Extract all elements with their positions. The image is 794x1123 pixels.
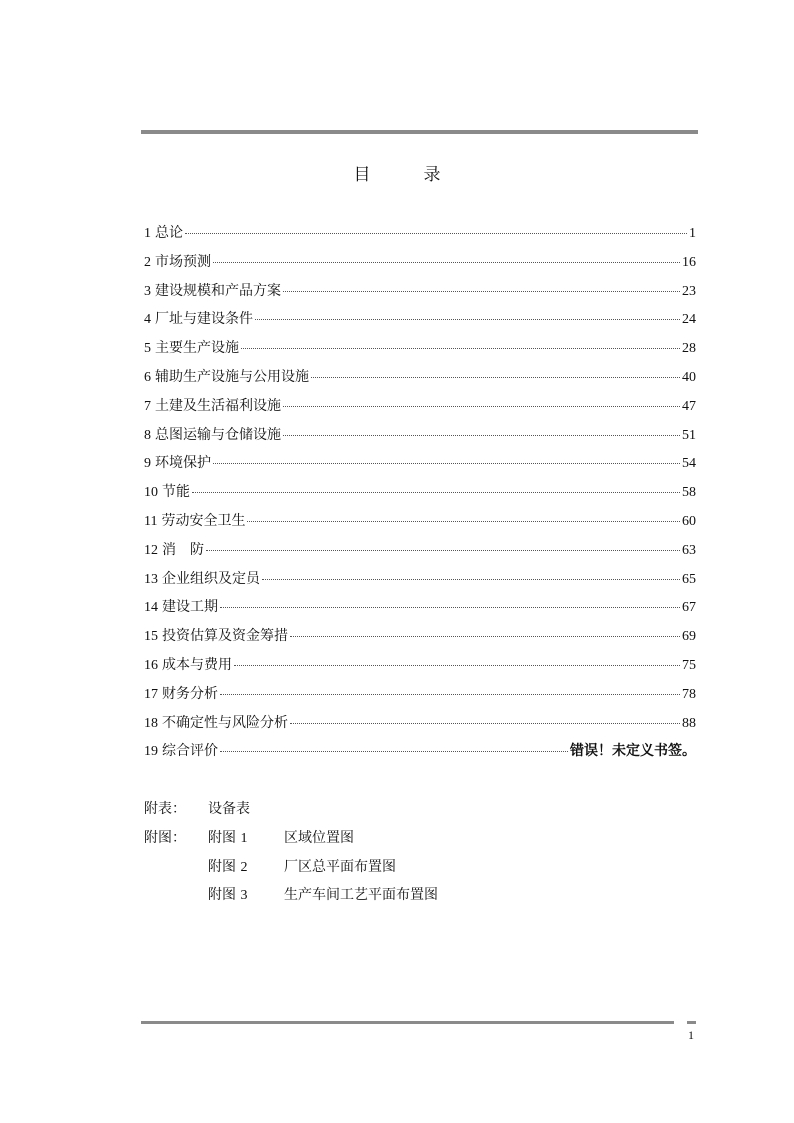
toc-entry-page: 54 — [682, 456, 696, 472]
toc-entry-label: 成本与费用 — [162, 656, 232, 673]
toc-entry-number: 9 — [144, 456, 151, 472]
toc-entry-14[interactable] — [144, 596, 696, 625]
toc-entry-page: 28 — [682, 341, 696, 357]
toc-entry-number: 2 — [144, 254, 151, 270]
appendix-figure-number: 2 — [240, 859, 248, 875]
toc-dot-leader — [255, 319, 680, 320]
appendix-figure-name: 区域位置图 — [284, 829, 354, 846]
toc-entry-11[interactable] — [144, 510, 696, 539]
toc-entry-label: 财务分析 — [162, 685, 218, 702]
toc-entry-label: 辅助生产设施与公用设施 — [155, 368, 309, 385]
appendix-figure-prefix: 附图 — [208, 858, 236, 875]
appendix-figure-name: 生产车间工艺平面布置图 — [284, 887, 438, 904]
toc-entry-page: 65 — [682, 571, 696, 587]
toc-entry-3[interactable] — [144, 280, 696, 309]
toc-entry-number: 8 — [144, 427, 151, 443]
toc-entry-number: 13 — [144, 571, 158, 587]
appendix-table-row — [144, 798, 438, 827]
toc-entry-number: 18 — [144, 715, 158, 731]
toc-entry-label: 节能 — [162, 484, 190, 501]
footer-rule — [141, 1021, 674, 1024]
appendix-figure-code — [208, 827, 284, 847]
toc-entry-label: 总图运输与仓储设施 — [155, 426, 281, 443]
toc-entry-label: 企业组织及定员 — [162, 570, 260, 587]
toc-entry-number: 11 — [144, 513, 158, 529]
toc-entry-7[interactable] — [144, 395, 696, 424]
toc-entry-label: 总论 — [155, 225, 183, 241]
toc-entry-19[interactable] — [144, 740, 696, 769]
toc-entry-page: 58 — [682, 485, 696, 501]
toc-dot-leader — [220, 694, 680, 695]
appendix-figure-row-1 — [144, 827, 438, 856]
toc-entry-label: 不确定性与风险分析 — [162, 714, 288, 731]
toc-dot-leader — [213, 463, 680, 464]
appendix-figure-prefix: 附图 — [208, 887, 236, 904]
toc-entry-page: 1 — [689, 226, 696, 241]
toc-entry-page: 69 — [682, 629, 696, 645]
toc-dot-leader — [262, 579, 680, 580]
toc-entry-number: 6 — [144, 369, 151, 385]
toc-entry-page: 16 — [682, 254, 696, 270]
toc-entry-18[interactable] — [144, 712, 696, 741]
toc-entry-number: 17 — [144, 686, 158, 702]
toc-dot-leader — [241, 348, 680, 349]
toc-bookmark-error: 错误！未定义书签。 — [570, 743, 696, 760]
toc-entry-15[interactable] — [144, 625, 696, 654]
toc-entry-page: 24 — [682, 312, 696, 328]
toc-entry-page: 75 — [682, 657, 696, 673]
toc-dot-leader — [192, 492, 680, 493]
toc-entry-number: 7 — [144, 398, 151, 414]
appendix-figure-code — [208, 856, 284, 876]
toc-entry-page: 23 — [682, 283, 696, 299]
toc-dot-leader — [283, 406, 680, 407]
appendix-figure-lead: 附图： — [144, 829, 186, 846]
appendix-table-lead: 附表： — [144, 801, 186, 817]
toc-entry-page: 88 — [682, 715, 696, 731]
toc-dot-leader — [213, 262, 680, 263]
appendix-figure-number: 1 — [240, 830, 248, 846]
appendix-figure-number: 3 — [240, 888, 248, 904]
toc-entry-number: 15 — [144, 629, 158, 645]
toc-entry-number: 19 — [144, 744, 158, 760]
toc-dot-leader — [220, 751, 568, 752]
footer-rule-tick — [687, 1021, 696, 1024]
toc-entry-label: 主要生产设施 — [155, 340, 239, 357]
toc-entry-number: 1 — [144, 226, 151, 241]
toc-entry-number: 12 — [144, 542, 158, 558]
toc-entry-12[interactable] — [144, 539, 696, 568]
toc-entry-9[interactable] — [144, 452, 696, 481]
toc-entry-label: 市场预测 — [155, 253, 211, 270]
toc-entry-number: 14 — [144, 600, 158, 616]
toc-entry-label: 投资估算及资金筹措 — [162, 628, 288, 645]
toc-entry-4[interactable] — [144, 308, 696, 337]
appendix-figure-prefix: 附图 — [208, 829, 236, 846]
toc-entry-8[interactable] — [144, 424, 696, 453]
toc-dot-leader — [283, 291, 680, 292]
toc-entry-number: 10 — [144, 485, 158, 501]
appendix-table-name: 设备表 — [208, 801, 250, 817]
toc-dot-leader — [247, 521, 680, 522]
page-number: 1 — [688, 1028, 694, 1042]
toc-entry-13[interactable] — [144, 568, 696, 597]
toc-entry-number: 4 — [144, 312, 151, 328]
toc-entry-5[interactable] — [144, 337, 696, 366]
toc-entry-page: 78 — [682, 686, 696, 702]
appendix-list — [144, 798, 438, 913]
toc-entry-16[interactable] — [144, 654, 696, 683]
toc-dot-leader — [185, 233, 687, 234]
appendix-figure-row-3 — [144, 884, 438, 913]
toc-entry-10[interactable] — [144, 481, 696, 510]
toc-dot-leader — [311, 377, 680, 378]
toc-dot-leader — [206, 550, 680, 551]
toc-dot-leader — [290, 636, 680, 637]
toc-dot-leader — [290, 723, 680, 724]
header-rule — [141, 130, 698, 134]
table-of-contents — [144, 222, 696, 769]
toc-dot-leader — [283, 435, 680, 436]
toc-entry-page: 47 — [682, 398, 696, 414]
toc-entry-label: 建设规模和产品方案 — [155, 282, 281, 299]
page-title: 目 录 — [353, 165, 459, 185]
toc-dot-leader — [220, 607, 680, 608]
appendix-figure-row-2 — [144, 856, 438, 885]
appendix-figure-name: 厂区总平面布置图 — [284, 858, 396, 875]
toc-entry-6[interactable] — [144, 366, 696, 395]
toc-entry-label: 建设工期 — [162, 599, 218, 616]
toc-entry-label: 消 防 — [162, 541, 204, 558]
toc-entry-label: 劳动安全卫生 — [161, 512, 246, 529]
toc-entry-label: 土建及生活福利设施 — [155, 397, 281, 414]
toc-entry-page: 63 — [682, 542, 696, 558]
toc-entry-page: 51 — [682, 427, 696, 443]
toc-entry-page: 67 — [682, 600, 696, 616]
toc-entry-number: 5 — [144, 341, 151, 357]
toc-entry-page: 60 — [682, 513, 696, 529]
toc-entry-label: 综合评价 — [162, 743, 218, 760]
toc-entry-label: 厂址与建设条件 — [155, 311, 253, 328]
appendix-figure-code — [208, 884, 284, 904]
toc-entry-1[interactable] — [144, 222, 696, 251]
toc-entry-2[interactable] — [144, 251, 696, 280]
toc-entry-label: 环境保护 — [155, 455, 211, 472]
toc-entry-number: 16 — [144, 657, 158, 673]
toc-entry-page: 40 — [682, 369, 696, 385]
toc-entry-number: 3 — [144, 283, 151, 299]
toc-entry-17[interactable] — [144, 683, 696, 712]
toc-dot-leader — [234, 665, 680, 666]
